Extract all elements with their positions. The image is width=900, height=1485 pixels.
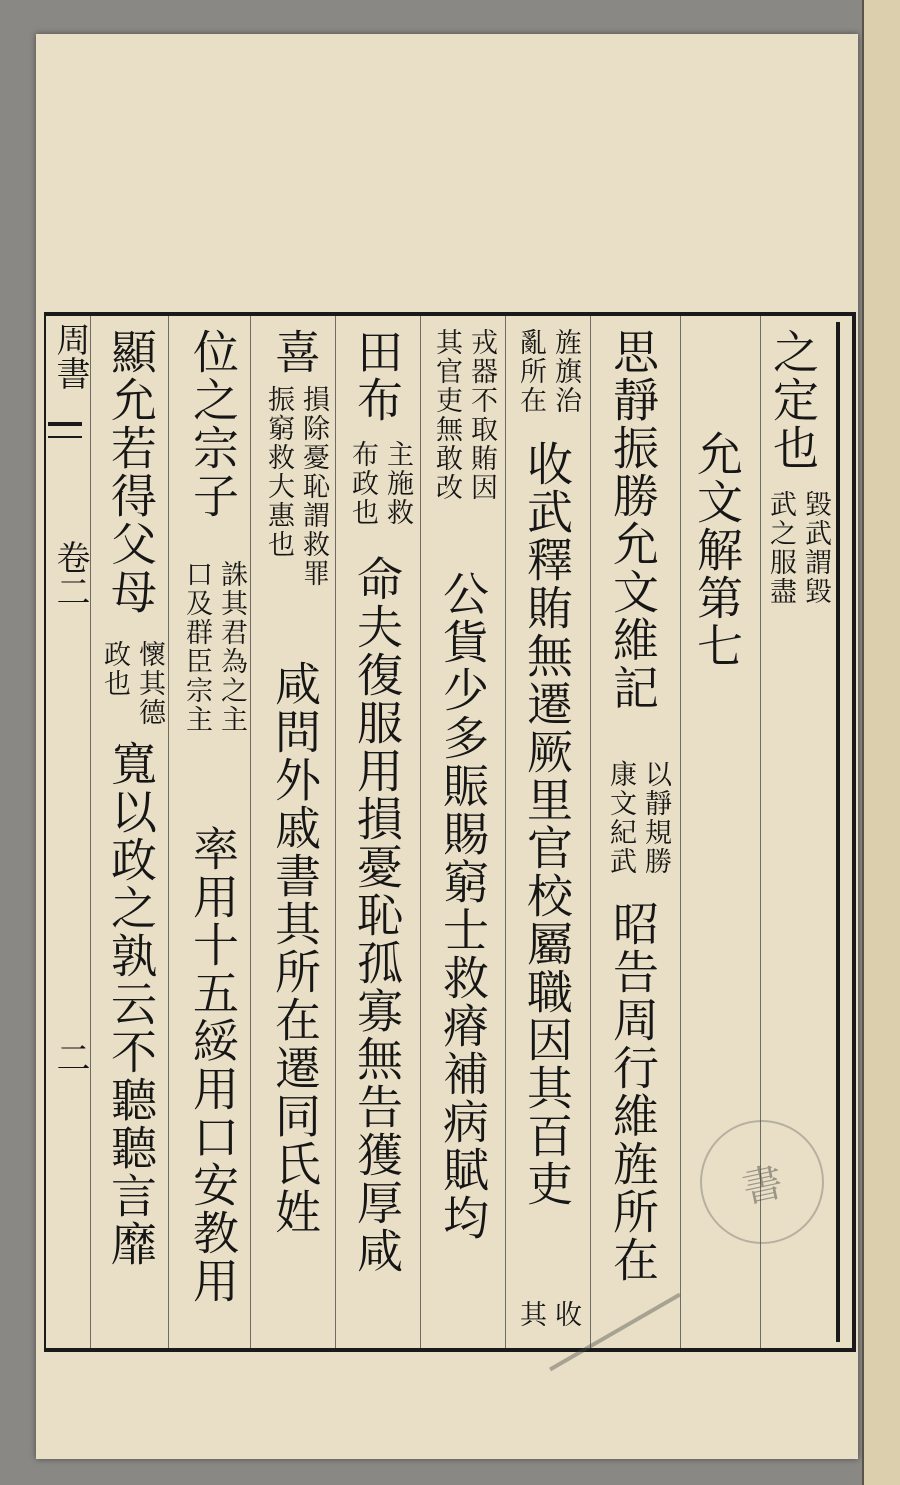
header-main-text: 之定也 xyxy=(766,328,820,472)
column-rule xyxy=(505,316,506,1348)
header-note-left: 武之服盡 xyxy=(765,490,796,606)
text-column-7-note xyxy=(98,640,166,727)
text-column-5-cont: 咸問外戚書其所在遷同氏姓 xyxy=(268,660,322,1236)
note-left: 振窮救大惠也 xyxy=(263,385,294,559)
margin-fishtail-mark xyxy=(48,436,82,438)
note-right: 主施救 xyxy=(382,440,413,527)
text-column-1-note xyxy=(604,760,672,876)
note-left: 康文紀武 xyxy=(605,760,636,876)
note-right: 誅其君為之主 xyxy=(216,560,247,734)
note-left: 布政也 xyxy=(347,440,378,527)
note-left: 其 xyxy=(515,1300,546,1329)
note-right: 旌旗治 xyxy=(550,328,581,415)
text-column-3-note xyxy=(430,328,498,502)
header-note-right: 毀武謂毀 xyxy=(800,490,831,606)
margin-fishtail-mark xyxy=(48,422,82,426)
header-note xyxy=(764,490,832,606)
text-column-4-cont: 命夫復服用損憂恥孤寡無告獲厚咸 xyxy=(350,555,404,1275)
margin-book-title: 周書 xyxy=(50,322,90,390)
text-column-1-main: 思靜振勝允文維記 xyxy=(606,328,660,712)
stamp-text: 書 xyxy=(738,1158,788,1213)
column-rule xyxy=(680,316,681,1348)
text-column-2-note xyxy=(514,328,582,415)
margin-volume: 卷二 xyxy=(50,540,90,608)
text-column-4-main: 田布 xyxy=(350,328,404,424)
note-left: 口及群臣宗主 xyxy=(181,560,212,734)
column-rule xyxy=(590,316,591,1348)
text-column-6-note xyxy=(180,560,248,734)
column-rule xyxy=(335,316,336,1348)
text-column-4-note xyxy=(346,440,414,527)
chapter-title: 允文解第七 xyxy=(690,430,744,670)
column-rule xyxy=(250,316,251,1348)
text-column-1-cont: 昭告周行維旌所在 xyxy=(606,900,660,1284)
text-column-7-main: 顯允若得父母 xyxy=(104,328,158,616)
column-rule xyxy=(90,316,91,1348)
frame-double-rule xyxy=(836,322,840,1342)
note-right: 戎器不取賄因 xyxy=(466,328,497,502)
text-column-6-cont: 率用十五綏用口安教用 xyxy=(186,825,240,1305)
note-right: 以靜規勝 xyxy=(640,760,671,876)
text-column-2-note2 xyxy=(514,1300,582,1329)
text-column-5-note xyxy=(262,385,330,588)
text-column-7-cont: 寬以政之孰云不聽聽言靡 xyxy=(104,740,158,1268)
column-rule xyxy=(168,316,169,1348)
note-right: 懷其德 xyxy=(134,640,165,727)
text-column-6-main: 位之宗子 xyxy=(186,328,240,520)
note-right: 損除憂恥謂救罪 xyxy=(298,385,329,588)
note-left: 亂所在 xyxy=(515,328,546,415)
note-left: 其官吏無敢改 xyxy=(431,328,462,502)
note-right: 收 xyxy=(550,1300,581,1329)
text-column-3-main: 公貨少多賑賜窮士救瘠補病賦均 xyxy=(436,570,490,1242)
text-column-2-main: 收武釋賄無遷厥里官校屬職因其百吏 xyxy=(520,440,574,1208)
column-rule xyxy=(420,316,421,1348)
note-left: 政也 xyxy=(99,640,130,698)
text-column-5-main: 喜 xyxy=(268,328,322,376)
adjacent-page-edge xyxy=(862,0,900,1485)
margin-leaf-number: 二 xyxy=(50,1040,90,1074)
